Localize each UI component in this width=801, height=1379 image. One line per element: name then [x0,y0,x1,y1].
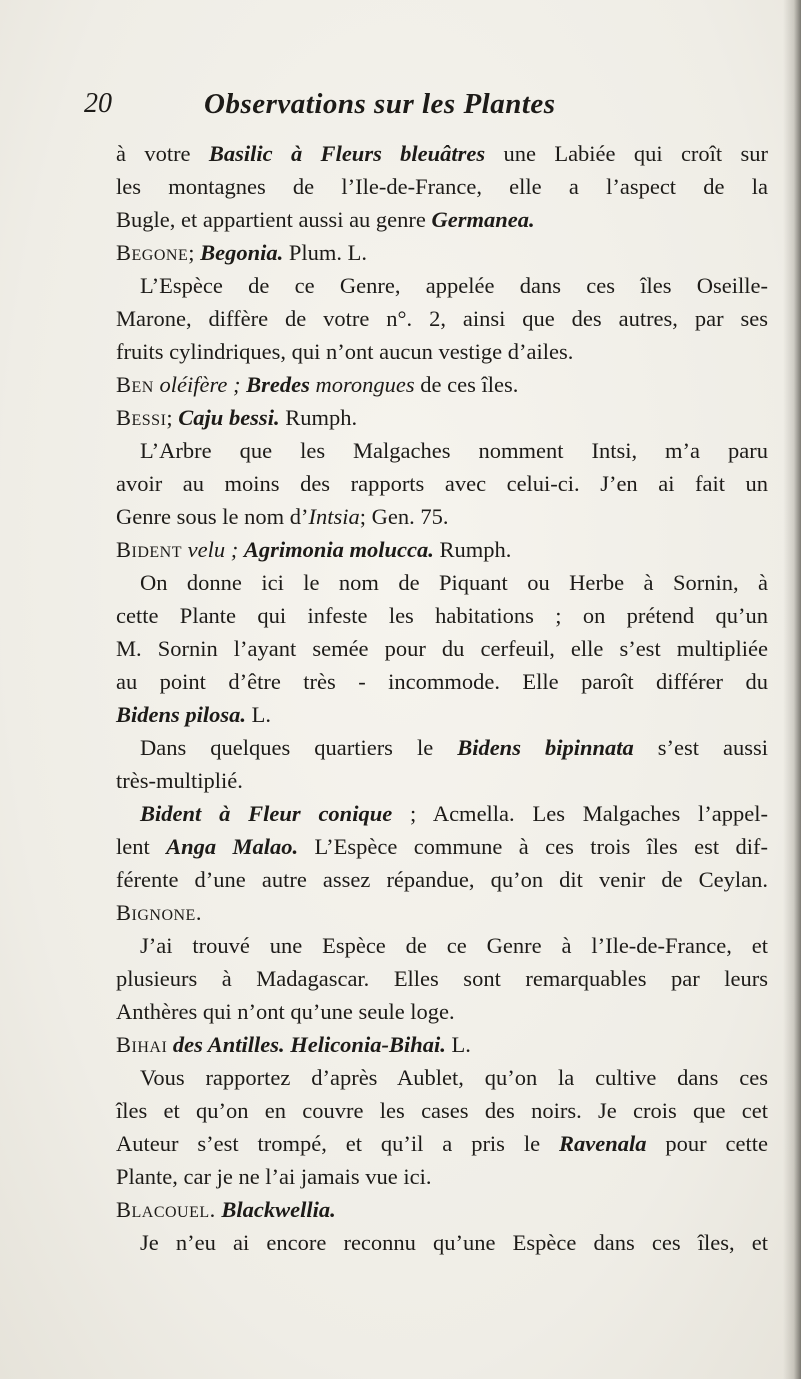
text-segment: L’Arbre que les Malgaches nomment Intsi, m’a paru [140,438,768,463]
text-segment: pour cette [646,1131,768,1156]
text-segment: L. [445,1032,471,1057]
text-line [116,137,768,170]
text-segment: Bredes [246,372,310,397]
text-line [116,203,768,236]
text-segment: velu ; [187,537,244,562]
text-segment: Vous rapportez d’après Aublet, qu’on la cultive dans ces [140,1065,768,1090]
running-title: Observations sur les Plantes [204,88,556,120]
text-segment: On donne ici le nom de Piquant ou Herbe à Sornin, à [140,570,768,595]
text-segment: ; [166,405,179,430]
text-segment: Bident à Fleur conique [140,801,393,826]
text-segment: Begonia. [200,240,284,265]
entry-heading: Bessi [116,405,167,430]
text-segment: Marone, diffère de votre n°. 2, ainsi que des autres, par ses [116,306,768,331]
text-segment: L. [246,702,272,727]
text-segment: au point d’être très - incommode. Elle paroît différer du [116,669,768,694]
text-segment: oléifère ; [159,372,247,397]
text-segment: Anthères qui n’ont qu’une seule loge. [116,999,455,1024]
text-segment: Anga Malao. [166,834,299,859]
text-segment: Germanea. [431,207,535,232]
text-segment: Plum. L. [283,240,368,265]
text-segment: îles et qu’on en couvre les cases des noirs. Je crois que cet [116,1098,768,1123]
text-segment: plusieurs à Madagascar. Elles sont remarquables par leurs [116,966,768,991]
text-line [116,764,768,797]
page-edge-shadow [783,0,801,1379]
text-segment: des Antilles. Heliconia-Bihai. [172,1032,446,1057]
text-segment: Caju bessi. [178,405,280,430]
text-segment: s’est aussi [633,735,768,760]
text-segment: J’ai trouvé une Espèce de ce Genre à l’Ile-de-France, et [140,933,768,958]
running-header [84,88,724,128]
text-line [116,1226,768,1259]
text-segment: cette Plante qui infeste les habitations ; on prétend qu’un [116,603,768,628]
text-segment: Agrimonia moluccа. [243,537,434,562]
text-segment: Basilic à Fleurs bleuâtres [208,141,486,166]
text-segment: Rumph. [279,405,358,430]
entry-heading: Bident [116,537,182,562]
text-segment: L’Espèce commune à ces trois îles est dif- [298,834,768,859]
text-segment: Rumph. [433,537,512,562]
text-segment: férente d’une autre assez répandue, qu’on dit venir de Ceylan. [116,867,768,892]
text-line [116,665,768,698]
text-line [116,896,768,929]
entry-heading: Ben [116,372,154,397]
text-line [116,698,768,731]
text-line [116,632,768,665]
text-segment: fruits cylindriques, qui n’ont aucun vestige d’ailes. [116,339,574,364]
text-line [116,500,768,533]
text-line [116,1028,768,1061]
text-line [116,929,768,962]
text-body [116,137,768,1259]
entry-heading: Blacouel. [116,1197,216,1222]
text-segment: ; Gen. 75. [359,504,449,529]
text-line [116,533,768,566]
text-line [116,236,768,269]
page-number: 20 [84,88,112,119]
text-line [116,170,768,203]
text-segment: lent [116,834,167,859]
text-segment: Genre sous le nom d’ [116,504,309,529]
text-segment: de ces îles. [414,372,519,397]
text-segment: Dans quelques quartiers le [140,735,458,760]
entry-heading: Begone [116,240,189,265]
text-segment: une Labiée qui croît sur [485,141,769,166]
text-line [116,335,768,368]
text-segment: morongues [309,372,415,397]
text-line [116,401,768,434]
text-segment: à votre [116,141,209,166]
text-segment: Auteur s’est trompé, et qu’il a pris le [116,1131,559,1156]
text-segment: Bugle, et appartient aussi au genre [116,207,432,232]
text-segment: ; [188,240,201,265]
text-line [116,1127,768,1160]
text-line [116,269,768,302]
text-line [116,302,768,335]
text-line [116,863,768,896]
text-line [116,962,768,995]
text-segment: avoir au moins des rapports avec celui-ci. J’en ai fait un [116,471,768,496]
text-line [116,1160,768,1193]
text-segment: Plante, car je ne l’ai jamais vue ici. [116,1164,432,1189]
text-segment: M. Sornin l’ayant semée pour du cerfeuil, elle s’est multipliée [116,636,768,661]
text-line [116,368,768,401]
text-segment: Bidens bipinnata [457,735,634,760]
text-line [116,1094,768,1127]
text-segment: Ravenala [558,1131,647,1156]
text-segment: Intsia [308,504,360,529]
text-line [116,1193,768,1226]
text-line [116,467,768,500]
text-segment: les montagnes de l’Ile-de-France, elle a l’aspect de la [116,174,768,199]
text-segment: ; Acmella. Les Malgaches l’appel- [392,801,768,826]
text-line [116,731,768,764]
text-segment: Bidens pilosa. [116,702,247,727]
text-segment: Je n’eu ai encore reconnu qu’une Espèce dans ces îles, et [140,1230,768,1255]
text-line [116,599,768,632]
text-segment: Blackwellia. [221,1197,336,1222]
text-segment: L’Espèce de ce Genre, appelée dans ces îles Oseille- [140,273,768,298]
entry-heading: Bihai [116,1032,168,1057]
text-line [116,797,768,830]
text-segment: très-multiplié. [116,768,243,793]
text-line [116,830,768,863]
text-line [116,434,768,467]
text-line [116,566,768,599]
text-line [116,995,768,1028]
entry-heading: Bignone. [116,900,202,925]
text-line [116,1061,768,1094]
